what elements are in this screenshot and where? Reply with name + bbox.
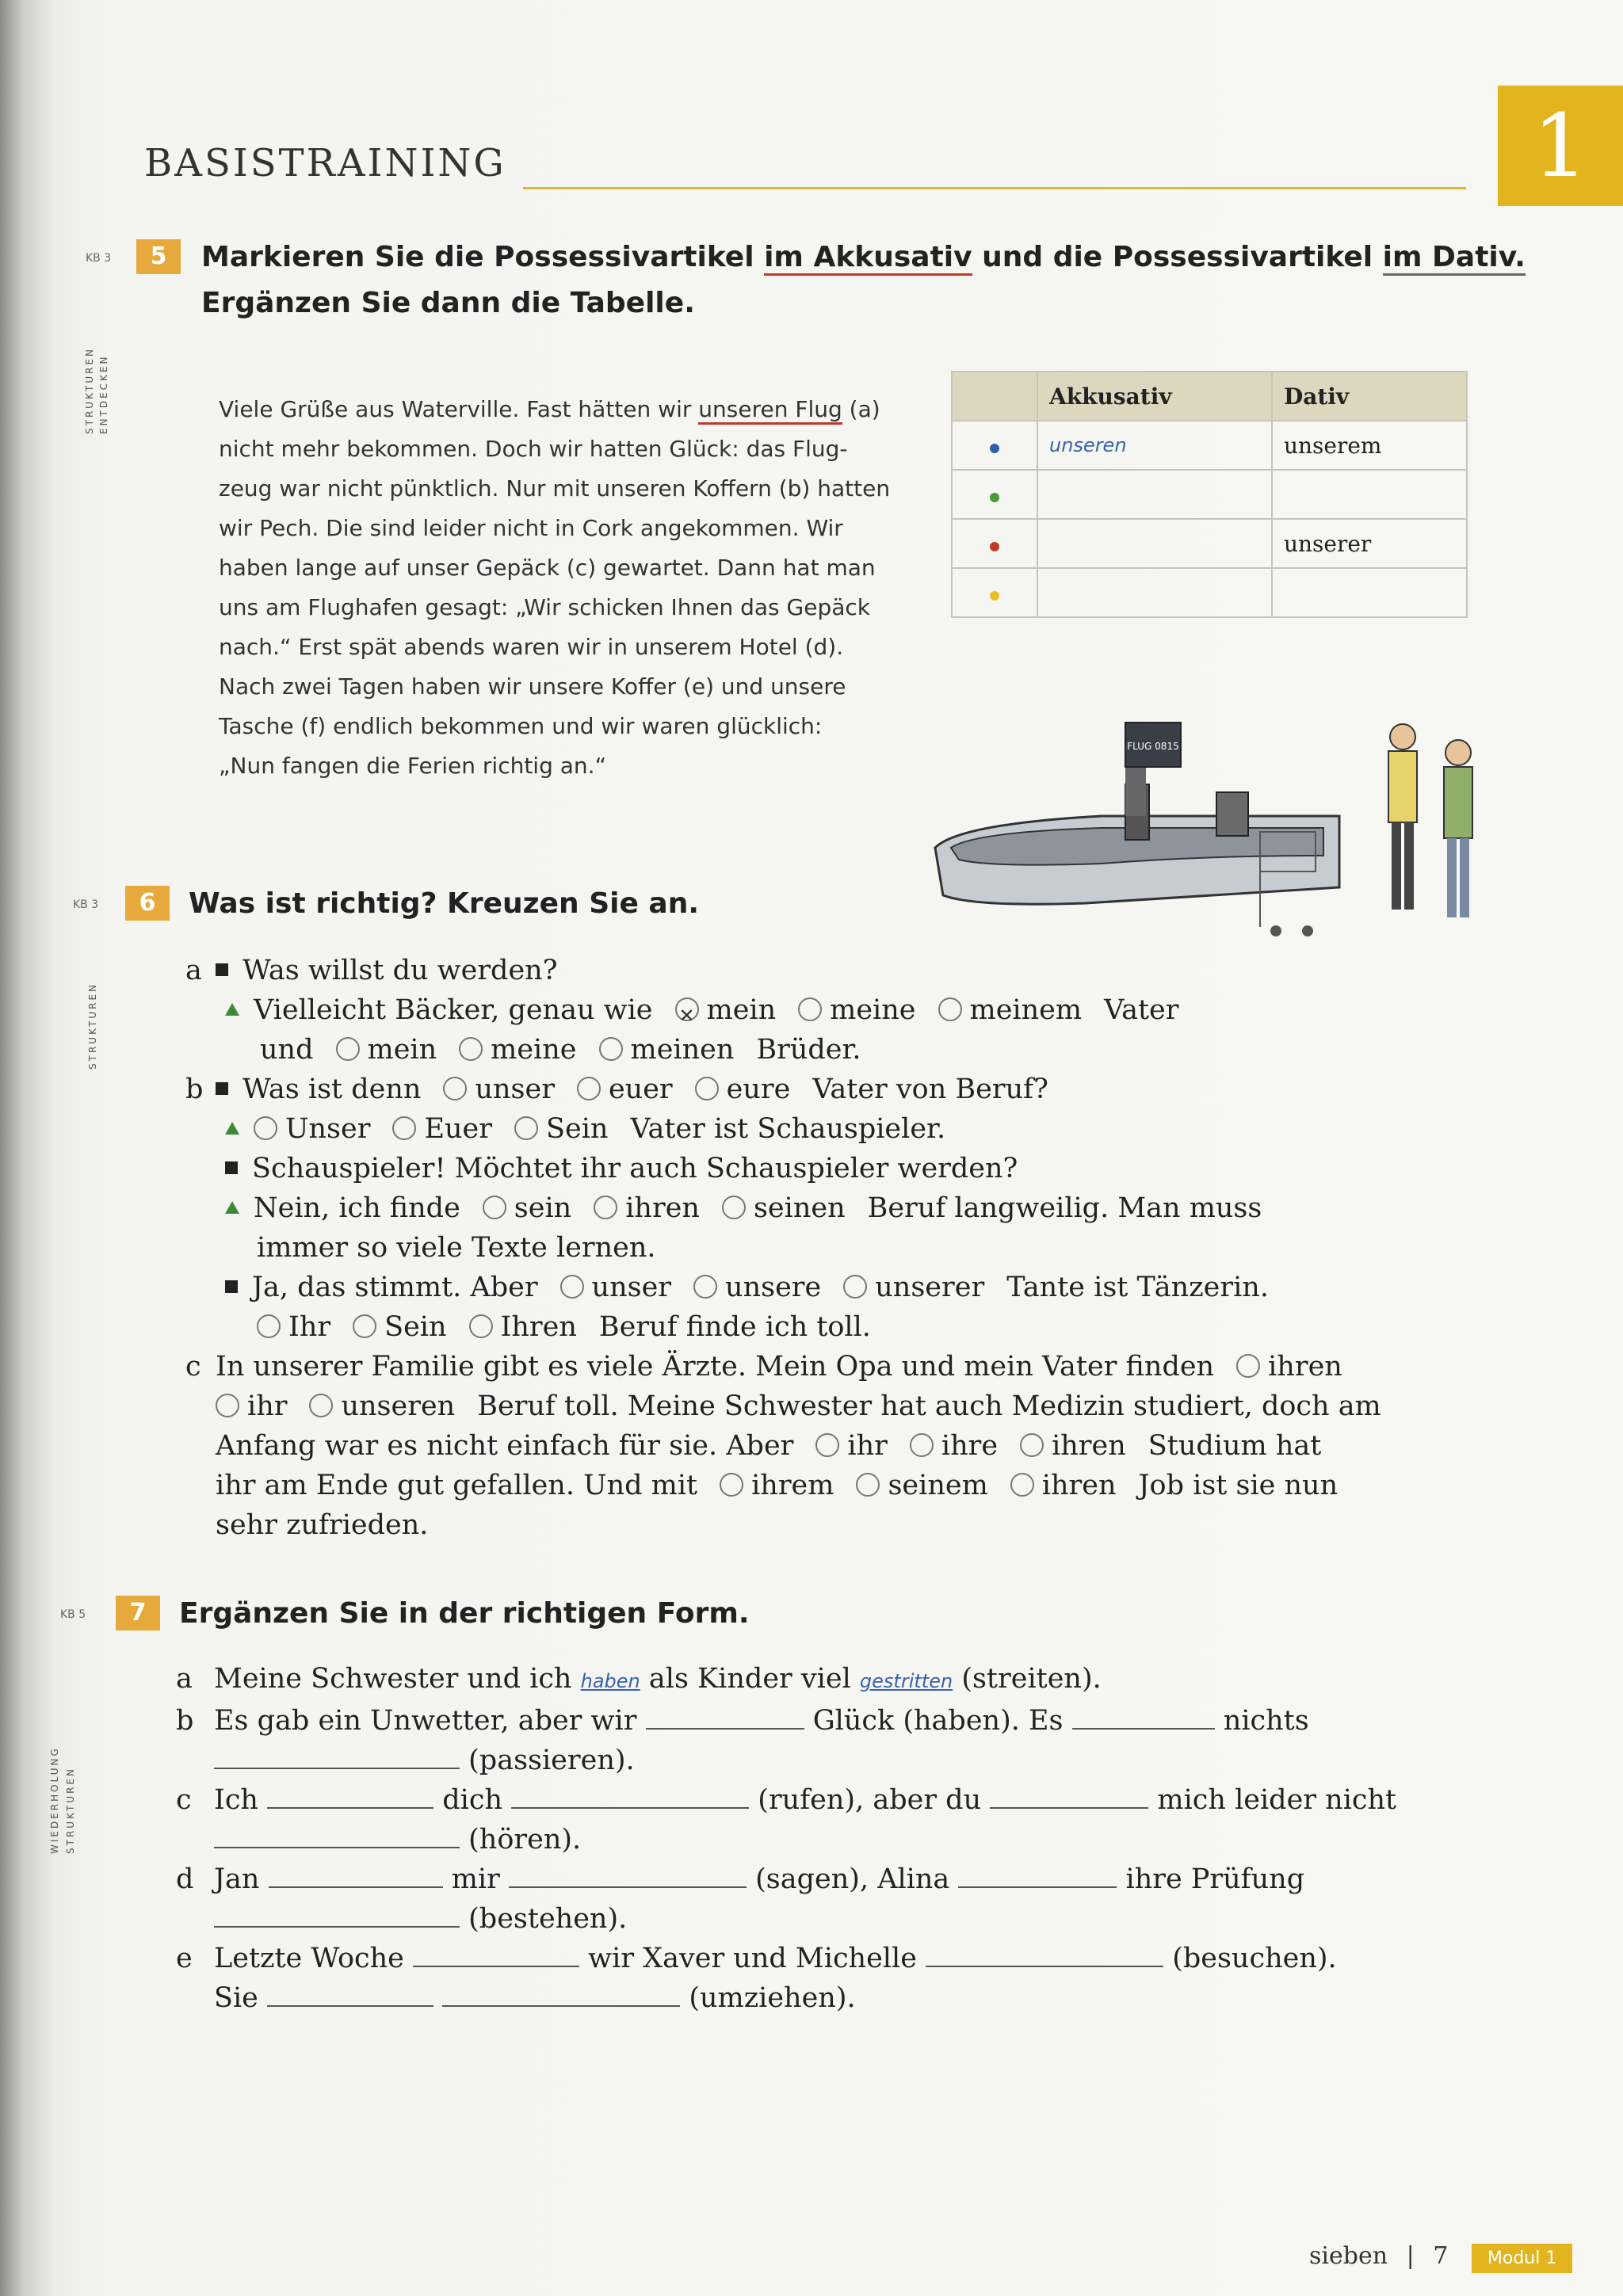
option-radio[interactable] xyxy=(675,997,699,1021)
letter-line: (a) xyxy=(842,396,880,422)
option-label: Sein xyxy=(546,1113,609,1145)
option-label: seinen xyxy=(753,1192,846,1224)
suitcase xyxy=(1216,792,1248,836)
answer-blank[interactable] xyxy=(214,1744,460,1769)
table-cell[interactable]: unseren xyxy=(1037,421,1272,470)
table-header-row xyxy=(952,372,1467,421)
letter-line: uns am Flughafen gesagt: „Wir schicken Ihnen das Gepäck xyxy=(219,594,870,620)
line-text: wir Xaver und Michelle xyxy=(588,1943,917,1974)
option-label: meinen xyxy=(630,1034,735,1066)
option-radio[interactable] xyxy=(798,997,822,1021)
man-head xyxy=(1390,724,1415,749)
table-cell[interactable]: unserem xyxy=(1272,421,1467,470)
woman-leg xyxy=(1460,838,1469,917)
line-text: Jan xyxy=(214,1863,260,1895)
option-radio[interactable] xyxy=(594,1196,617,1219)
line-text: Es gab ein Unwetter, aber wir xyxy=(214,1705,637,1737)
option-radio[interactable] xyxy=(843,1275,867,1299)
option-radio[interactable] xyxy=(257,1314,281,1338)
exercise-7-body xyxy=(176,1659,1428,2018)
table-row xyxy=(952,421,1467,470)
line-text: Beruf toll. Meine Schwester hat auch Medizin studiert, doch am xyxy=(477,1390,1381,1422)
speaker-square-icon xyxy=(216,1082,228,1095)
speaker-triangle-icon xyxy=(225,1122,239,1135)
option-label: unseren xyxy=(341,1390,456,1422)
option-label: ihren xyxy=(1052,1430,1126,1462)
man-leg xyxy=(1404,822,1414,910)
line-text: immer so viele Texte lernen. xyxy=(257,1232,656,1264)
line-text: (hören). xyxy=(468,1824,582,1855)
side-label: STRUKTUREN xyxy=(65,1766,76,1854)
item-letter: a xyxy=(176,1663,193,1695)
line-text: als Kinder viel xyxy=(648,1663,851,1695)
baggage-carousel-illustration xyxy=(927,697,1498,951)
table-cell[interactable] xyxy=(1037,568,1272,617)
answer-blank[interactable]: gestritten xyxy=(859,1670,953,1692)
line-text: Ja, das stimmt. Aber xyxy=(252,1272,538,1303)
table-header-dativ: Dativ xyxy=(1272,372,1467,421)
option-label: Unser xyxy=(285,1113,371,1145)
heading-text: Markieren Sie die Possessivartikel xyxy=(201,241,765,273)
speaker-square-icon xyxy=(225,1280,238,1293)
table-cell[interactable] xyxy=(1272,568,1467,617)
exercise-number-7: 7 xyxy=(116,1596,160,1630)
line-text: Was ist denn xyxy=(242,1074,422,1105)
line-text: Sie xyxy=(214,1982,258,2014)
line-text: Vielleicht Bäcker, genau wie xyxy=(254,994,653,1026)
option-radio[interactable] xyxy=(560,1275,584,1299)
option-radio[interactable] xyxy=(469,1314,493,1338)
letter-line: haben lange auf unser Gepäck (c) gewartet. Dann hat man xyxy=(219,555,876,581)
answer-blank[interactable] xyxy=(958,1863,1117,1888)
heading-underlined-akkusativ: im Akkusativ xyxy=(764,241,972,276)
speaker-triangle-icon xyxy=(225,1201,239,1214)
page-title: BASISTRAINING xyxy=(144,141,506,185)
option-radio[interactable] xyxy=(459,1037,483,1061)
option-radio[interactable] xyxy=(577,1077,601,1100)
woman-head xyxy=(1445,740,1471,765)
option-radio[interactable] xyxy=(309,1394,333,1417)
option-label: ihrem xyxy=(751,1470,834,1501)
option-radio[interactable] xyxy=(693,1275,717,1299)
option-radio[interactable] xyxy=(483,1196,506,1219)
answer-blank[interactable] xyxy=(442,1981,680,2007)
table-row xyxy=(952,519,1467,568)
page-word: sieben xyxy=(1309,2242,1388,2270)
answer-blank[interactable] xyxy=(990,1783,1148,1809)
line-text: mich leider nicht xyxy=(1157,1784,1397,1816)
line-text: sehr zufrieden. xyxy=(216,1509,429,1541)
line-text: Job ist sie nun xyxy=(1138,1470,1338,1501)
line-text: Ich xyxy=(214,1784,258,1816)
answer-blank[interactable] xyxy=(1072,1704,1215,1730)
heading-underlined-dativ: im Dativ. xyxy=(1383,241,1526,276)
option-label: unser xyxy=(591,1272,672,1303)
line-text: Brüder. xyxy=(756,1034,861,1066)
row-color-dot xyxy=(990,444,999,453)
option-label: sein xyxy=(514,1192,572,1224)
exercise-5-heading xyxy=(201,241,1526,273)
answer-blank[interactable] xyxy=(214,1823,460,1848)
chapter-number-tab: 1 xyxy=(1498,86,1623,206)
speaker-square-icon xyxy=(225,1161,238,1174)
option-radio[interactable] xyxy=(856,1473,880,1497)
option-radio[interactable] xyxy=(938,997,962,1021)
line-text: Nein, ich finde xyxy=(254,1192,460,1224)
page-number: 7 xyxy=(1433,2242,1449,2270)
option-label: Euer xyxy=(424,1113,492,1145)
table-header-akkusativ: Akkusativ xyxy=(1037,372,1272,421)
page-footer xyxy=(1309,2242,1572,2270)
line-text: und xyxy=(260,1034,314,1066)
line-text: ihre Prüfung xyxy=(1125,1863,1305,1895)
speaker-triangle-icon xyxy=(225,1003,239,1016)
item-letter: b xyxy=(176,1705,194,1737)
option-radio[interactable] xyxy=(336,1037,360,1061)
title-underline xyxy=(523,187,1466,189)
line-text: (streiten). xyxy=(961,1663,1102,1695)
possessive-table xyxy=(951,371,1468,618)
line-text: mir xyxy=(451,1863,500,1895)
table-cell[interactable] xyxy=(1037,519,1272,568)
kb-reference-5: KB 3 xyxy=(86,252,112,265)
option-radio[interactable] xyxy=(599,1037,623,1061)
side-label: STRUKTUREN xyxy=(84,346,95,434)
line-text: In unserer Familie gibt es viele Ärzte. Mein Opa und mein Vater finden xyxy=(216,1351,1215,1383)
line-text: Meine Schwester und ich xyxy=(214,1663,572,1695)
letter-line: nach.“ Erst spät abends waren wir in unserem Hotel (d). xyxy=(219,634,844,660)
trolley-wheel xyxy=(1302,925,1313,936)
answer-blank[interactable]: haben xyxy=(580,1670,640,1692)
option-label: unserer xyxy=(875,1272,985,1303)
answer-blank[interactable] xyxy=(646,1704,804,1730)
option-label: meinem xyxy=(969,994,1083,1026)
answer-blank[interactable] xyxy=(269,1863,443,1888)
line-text: Anfang war es nicht einfach für sie. Aber xyxy=(216,1430,794,1462)
line-text: Schauspieler! Möchtet ihr auch Schauspieler werden? xyxy=(252,1153,1018,1184)
exercise-7-heading: Ergänzen Sie in der richtigen Form. xyxy=(179,1597,750,1630)
option-label: unser xyxy=(475,1074,555,1105)
line-text: Vater xyxy=(1104,994,1179,1026)
table-row xyxy=(952,568,1467,617)
option-label: ihren xyxy=(1268,1351,1342,1383)
flight-sign-text: FLUG 0815 xyxy=(1127,741,1179,752)
line-text: Letzte Woche xyxy=(214,1943,404,1974)
exercise-number-5: 5 xyxy=(136,239,181,274)
letter-line: Viele Grüße aus Waterville. Fast hätten wir xyxy=(219,396,699,422)
option-radio[interactable] xyxy=(443,1077,467,1100)
option-radio[interactable] xyxy=(910,1433,934,1457)
option-radio[interactable] xyxy=(815,1433,839,1457)
line-text: (bestehen). xyxy=(468,1903,628,1935)
option-label: ihren xyxy=(1041,1470,1117,1501)
option-radio[interactable] xyxy=(1236,1354,1260,1378)
option-label: eure xyxy=(726,1074,791,1105)
table-cell[interactable] xyxy=(1037,470,1272,519)
line-text: Glück (haben). Es xyxy=(812,1705,1064,1737)
option-label: seinem xyxy=(888,1470,988,1501)
option-radio[interactable] xyxy=(353,1314,376,1338)
table-header-cell xyxy=(952,372,1037,421)
option-label: mein xyxy=(367,1034,437,1066)
option-label: euer xyxy=(608,1074,673,1105)
exercise-6-heading: Was ist richtig? Kreuzen Sie an. xyxy=(189,887,700,920)
option-label: ihr xyxy=(247,1390,288,1422)
footer-separator: | xyxy=(1406,2242,1415,2270)
item-letter: c xyxy=(185,1351,201,1383)
line-text: (sagen), Alina xyxy=(755,1863,950,1895)
line-text: nichts xyxy=(1223,1705,1309,1737)
line-text: (rufen), aber du xyxy=(758,1784,982,1816)
option-radio[interactable] xyxy=(392,1116,416,1140)
item-letter: a xyxy=(185,955,202,986)
letter-line: Tasche (f) endlich bekommen und wir waren glücklich: xyxy=(219,713,823,739)
answer-blank[interactable] xyxy=(511,1783,749,1809)
man-leg xyxy=(1392,822,1401,910)
item-letter: c xyxy=(176,1784,192,1816)
row-color-dot xyxy=(990,542,999,551)
item-letter: d xyxy=(176,1863,194,1895)
letter-line: Nach zwei Tagen haben wir unsere Koffer (e) und unsere xyxy=(219,673,846,700)
answer-blank[interactable] xyxy=(413,1942,579,1967)
side-label: WIEDERHOLUNG xyxy=(49,1746,60,1854)
line-text: Beruf finde ich toll. xyxy=(598,1311,871,1343)
option-radio[interactable] xyxy=(254,1116,277,1140)
letter-line: zeug war nicht pünktlich. Nur mit unseren Koffern (b) hatten xyxy=(219,475,891,502)
option-label: Ihr xyxy=(288,1311,331,1343)
option-radio[interactable] xyxy=(720,1473,743,1497)
line-text: ihr am Ende gut gefallen. Und mit xyxy=(216,1470,698,1501)
letter-line: „Nun fangen die Ferien richtig an.“ xyxy=(219,753,607,779)
option-label: Ihren xyxy=(500,1311,577,1343)
line-text: Beruf langweilig. Man muss xyxy=(867,1192,1262,1224)
trolley-wheel xyxy=(1270,925,1281,936)
answer-blank[interactable] xyxy=(267,1981,433,2007)
answer-blank[interactable] xyxy=(214,1902,460,1928)
option-label: mein xyxy=(706,994,777,1026)
answer-blank[interactable] xyxy=(509,1863,747,1888)
line-text: (umziehen). xyxy=(689,1982,856,2014)
line-text: dich xyxy=(442,1784,503,1816)
exercise-number-6: 6 xyxy=(125,886,170,921)
line-text: Tante ist Tänzerin. xyxy=(1006,1272,1269,1303)
row-color-dot xyxy=(990,493,999,502)
option-radio[interactable] xyxy=(1010,1473,1034,1497)
table-row xyxy=(952,470,1467,519)
kb-reference-6: KB 3 xyxy=(73,898,99,911)
line-text: (besuchen). xyxy=(1172,1943,1337,1974)
letter-line: wir Pech. Die sind leider nicht in Cork angekommen. Wir xyxy=(219,515,843,541)
option-label: unsere xyxy=(725,1272,822,1303)
table-cell[interactable]: unserer xyxy=(1272,519,1467,568)
line-text: Was willst du werden? xyxy=(242,955,558,986)
row-color-dot xyxy=(990,591,999,601)
exercise-6-body xyxy=(185,951,1422,1545)
line-text: Vater ist Schauspieler. xyxy=(630,1113,946,1145)
speaker-square-icon xyxy=(216,963,228,976)
woman-body xyxy=(1444,767,1472,838)
kb-reference-7: KB 5 xyxy=(60,1608,86,1621)
table-cell[interactable] xyxy=(1272,470,1467,519)
postcard-text xyxy=(219,390,900,786)
answer-blank[interactable] xyxy=(926,1942,1163,1967)
man-body xyxy=(1388,751,1417,822)
line-text: Vater von Beruf? xyxy=(812,1074,1048,1105)
woman-leg xyxy=(1447,838,1457,917)
line-text: Studium hat xyxy=(1148,1430,1322,1462)
line-text: (passieren). xyxy=(468,1745,635,1776)
letter-underlined-word: unseren Flug xyxy=(698,396,842,425)
option-radio[interactable] xyxy=(695,1077,719,1100)
side-label: STRUKTUREN xyxy=(87,982,98,1070)
option-label: ihre xyxy=(941,1430,999,1462)
option-radio[interactable] xyxy=(216,1394,239,1417)
option-radio[interactable] xyxy=(514,1116,538,1140)
option-radio[interactable] xyxy=(722,1196,746,1219)
letter-line: nicht mehr bekommen. Doch wir hatten Glück: das Flug- xyxy=(219,436,848,462)
option-label: meine xyxy=(830,994,916,1026)
item-letter: b xyxy=(185,1074,204,1105)
exercise-5-heading-line2: Ergänzen Sie dann die Tabelle. xyxy=(201,287,695,319)
option-label: Sein xyxy=(384,1311,447,1343)
item-letter: e xyxy=(176,1943,193,1974)
answer-blank[interactable] xyxy=(267,1783,433,1809)
option-label: meine xyxy=(491,1034,577,1066)
side-label: ENTDECKEN xyxy=(98,354,109,434)
option-label: ihren xyxy=(625,1192,700,1224)
option-radio[interactable] xyxy=(1020,1433,1044,1457)
heading-text: und die Possessivartikel xyxy=(972,241,1383,273)
modul-badge: Modul 1 xyxy=(1472,2244,1572,2273)
option-label: ihr xyxy=(847,1430,888,1462)
